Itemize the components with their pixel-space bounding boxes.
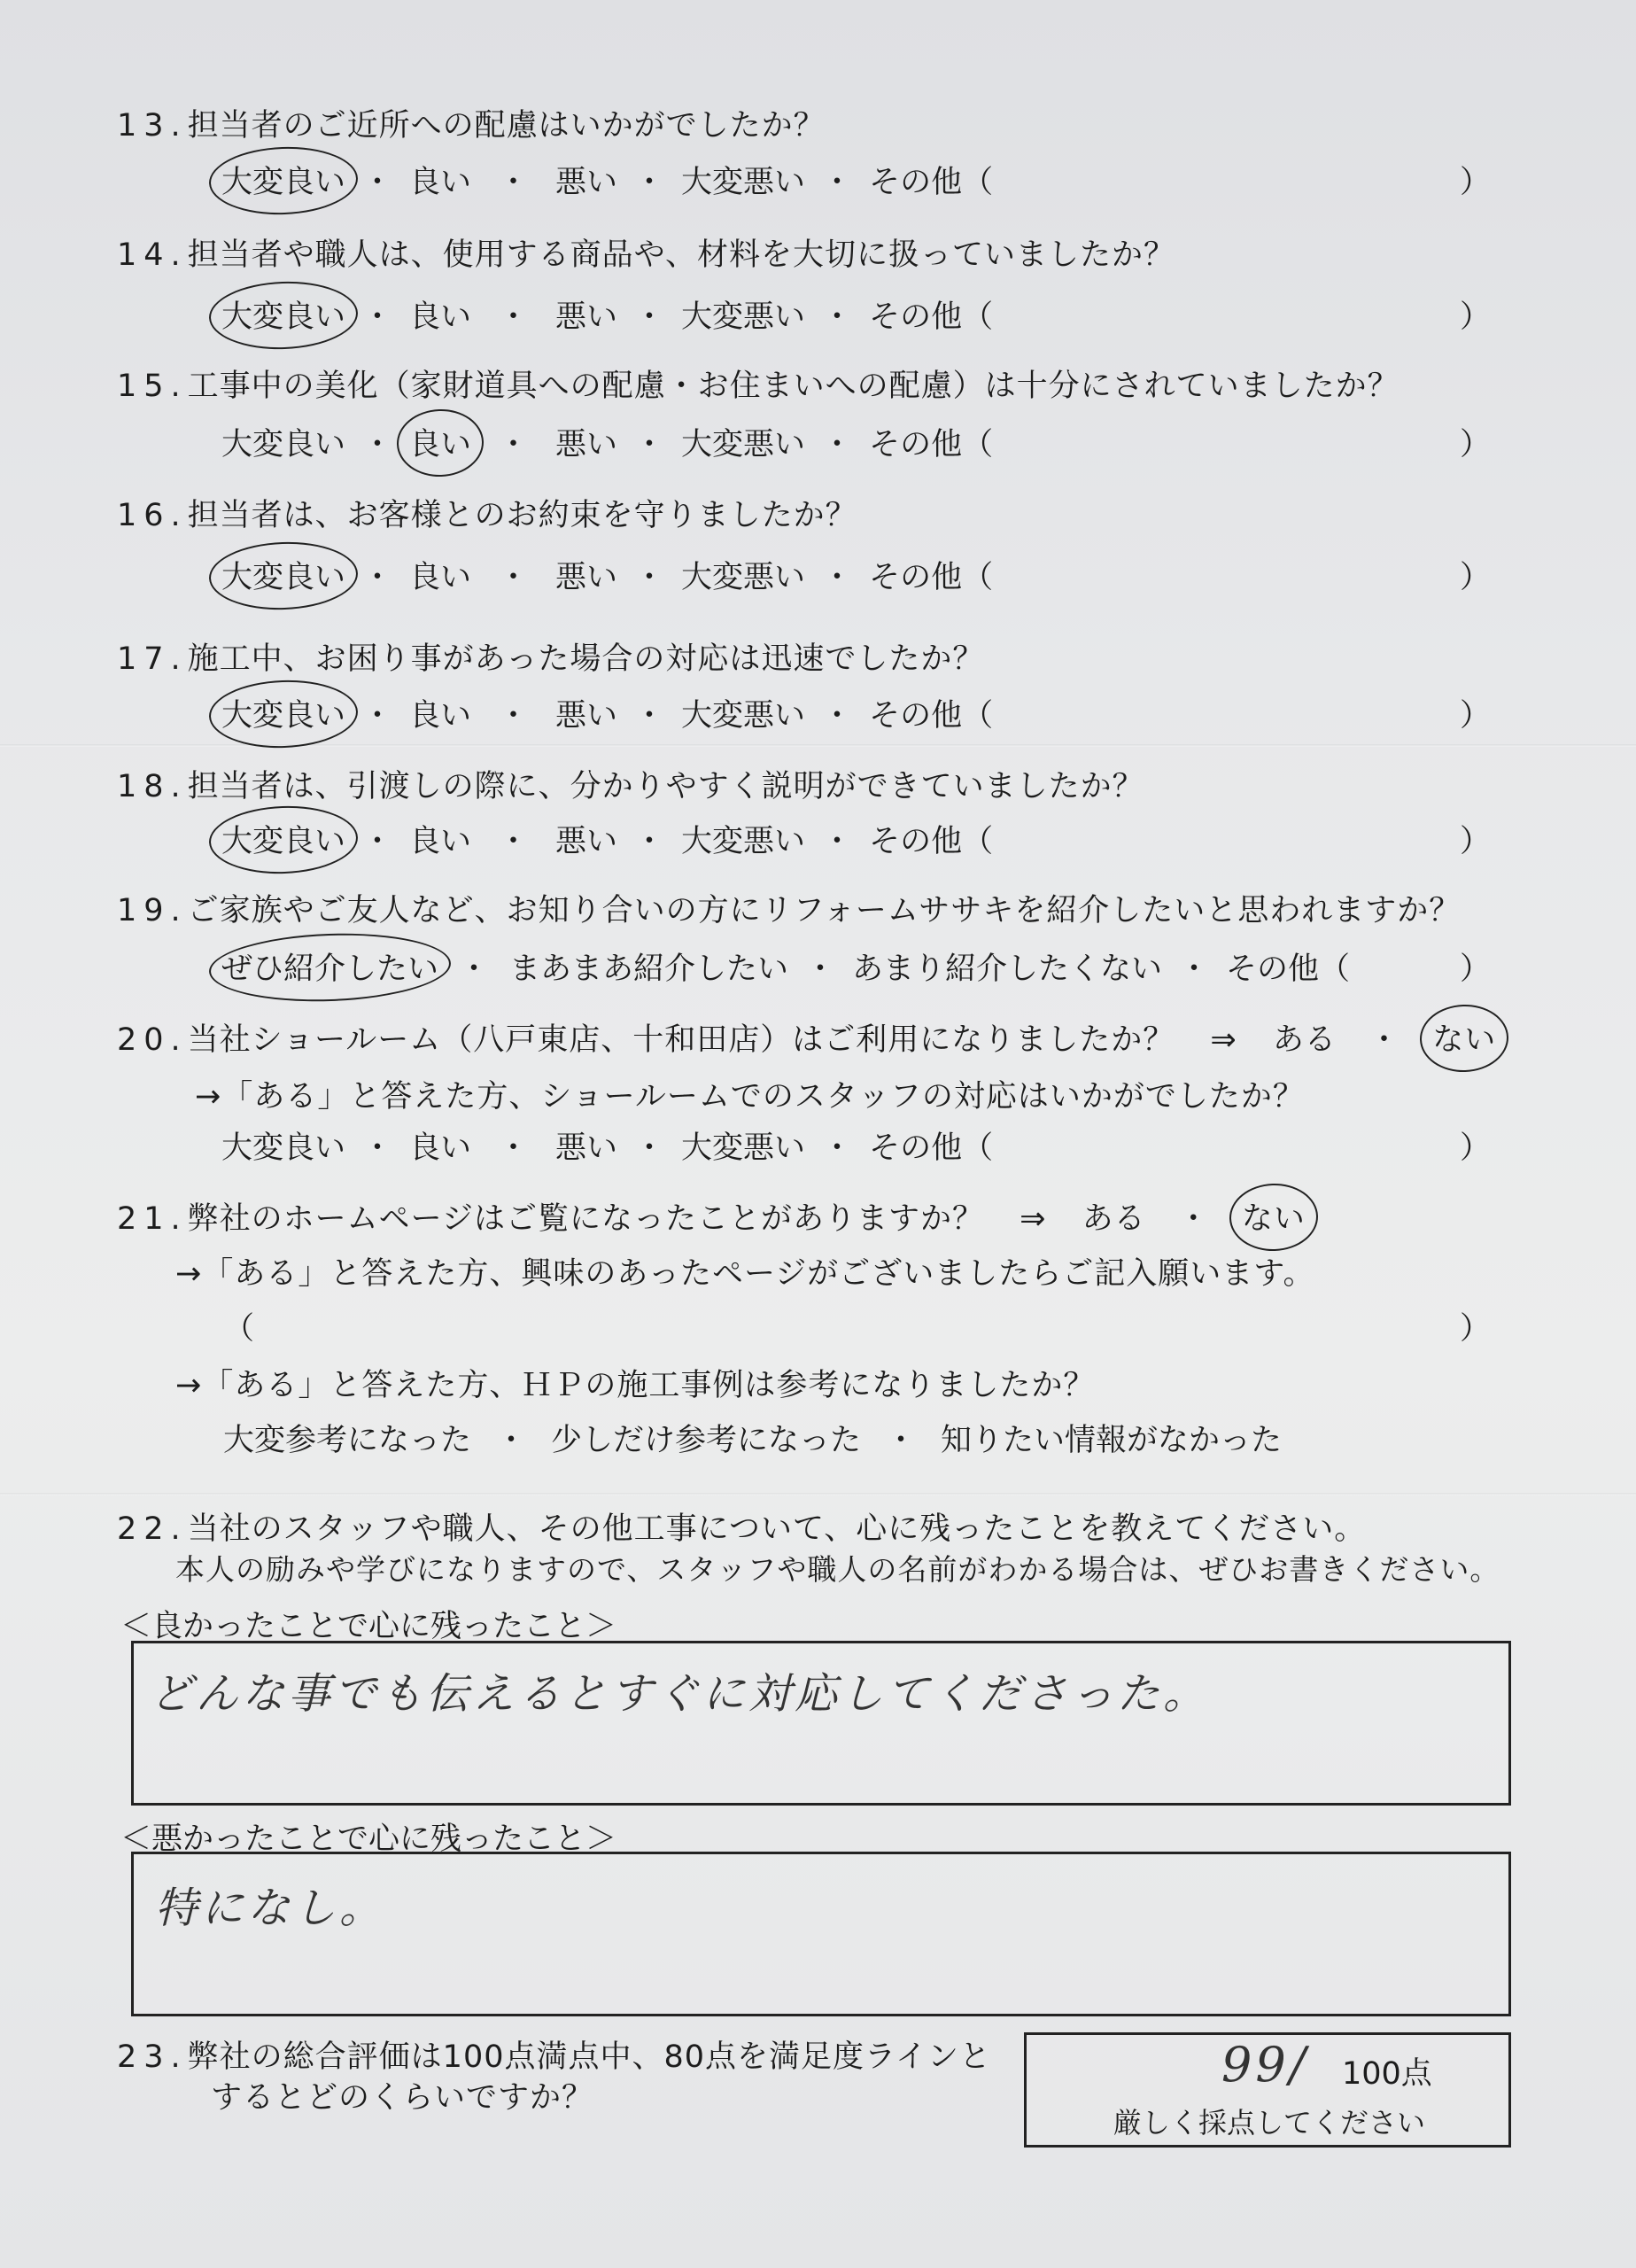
q13-close-paren: ） — [1460, 165, 1492, 200]
q17-option-very-bad[interactable]: 大変悪い — [681, 698, 806, 734]
q20-sub-question: →「ある」と答えた方、ショールームでのスタッフの対応はいかがでしたか？ — [195, 1079, 1305, 1115]
q18-option-very-bad[interactable]: 大変悪い — [681, 824, 806, 859]
good-comment-box[interactable] — [131, 1641, 1511, 1806]
q18-option-bad[interactable]: 悪い — [555, 824, 618, 859]
selection-circle — [208, 929, 453, 1005]
q19-option-definitely[interactable]: ぜひ紹介したい — [221, 944, 438, 989]
q21-sub-question-2: →「ある」と答えた方、ＨＰの施工事例は参考になりましたか？ — [175, 1368, 1096, 1403]
question-21: 21.弊社のホームページはご覧になったことがありますか？ ⇒ ある ・ ない — [117, 1194, 1306, 1239]
selection-circle — [208, 804, 360, 876]
q16-option-other[interactable]: その他（ — [869, 560, 994, 595]
q19-options: ぜひ紹介したい ・ まあまあ紹介したい ・ あまり紹介したくない ・ その他（ — [221, 944, 1350, 989]
selection-circle — [208, 144, 360, 217]
q17-option-very-good[interactable]: 大変良い — [221, 691, 345, 735]
selection-circle — [208, 540, 360, 612]
q20-options: 大変良い ・ 良い ・ 悪い ・ 大変悪い ・ その他（ — [221, 1123, 993, 1168]
q19-option-not-really[interactable]: あまり紹介したくない — [852, 951, 1163, 987]
q14-option-good[interactable]: 良い — [409, 299, 472, 335]
q18-option-other[interactable]: その他（ — [869, 824, 994, 859]
q18-option-very-good[interactable]: 大変良い — [221, 817, 345, 861]
q21-option-no-info[interactable]: 知りたい情報がなかった — [941, 1423, 1283, 1458]
q22-instruction: 本人の励みや学びになりますので、スタッフや職人の名前がわかる場合は、ぜひお書きください。 — [175, 1552, 1500, 1587]
q21-options: 大変参考になった ・ 少しだけ参考になった ・ 知りたい情報がなかった — [223, 1416, 1282, 1460]
q20-option-no[interactable]: ない — [1432, 1015, 1496, 1060]
q17-option-other[interactable]: その他（ — [869, 698, 994, 734]
q21-sub-question-1: →「ある」と答えた方、興味のあったページがございましたらご記入願います。 — [175, 1256, 1315, 1292]
q13-option-good[interactable]: 良い — [409, 165, 472, 200]
q21-option-somewhat-helpful[interactable]: 少しだけ参考になった — [551, 1423, 862, 1458]
question-14: 14.担当者や職人は、使用する商品や、材料を大切に扱っていましたか？ — [117, 237, 1175, 273]
score-box[interactable] — [1024, 2032, 1511, 2148]
q19-close-paren: ） — [1460, 951, 1492, 987]
good-comment-label: ＜良かったことで心に残ったこと＞ — [120, 1609, 617, 1644]
paper-fold — [0, 744, 1636, 747]
score-note: 厳しく採点してください — [1113, 2106, 1426, 2140]
question-18: 18.担当者は、引渡しの際に、分かりやすく説明ができていましたか？ — [117, 769, 1144, 804]
q13-option-very-bad[interactable]: 大変悪い — [681, 165, 806, 200]
score-max: 100点 — [1342, 2056, 1432, 2092]
q15-options: 大変良い ・ 良い ・ 悪い ・ 大変悪い ・ その他（ — [221, 420, 993, 464]
q20-sub-option-very-good[interactable]: 大変良い — [221, 1130, 346, 1166]
q20-sub-option-other[interactable]: その他（ — [869, 1130, 994, 1166]
q17-option-bad[interactable]: 悪い — [555, 698, 618, 734]
selection-circle — [396, 408, 485, 478]
question-20: 20.当社ショールーム（八戸東店、十和田店）はご利用になりましたか？ ⇒ ある ・ ない — [117, 1015, 1496, 1060]
q14-close-paren: ） — [1460, 299, 1492, 335]
bad-comment-label: ＜悪かったことで心に残ったこと＞ — [120, 1821, 617, 1857]
question-17: 17.施工中、お困り事があった場合の対応は迅速でしたか？ — [117, 641, 985, 677]
paper-fold — [0, 1493, 1636, 1495]
q15-option-other[interactable]: その他（ — [869, 427, 994, 462]
q15-option-very-bad[interactable]: 大変悪い — [681, 427, 806, 462]
bad-comment-box[interactable] — [131, 1852, 1511, 2016]
q16-options: 大変良い ・ 良い ・ 悪い ・ 大変悪い ・ その他（ — [221, 553, 993, 597]
q15-option-bad[interactable]: 悪い — [555, 427, 618, 462]
question-19: 19.ご家族やご友人など、お知り合いの方にリフォームササキを紹介したいと思われますか？ — [117, 893, 1462, 928]
q15-close-paren: ） — [1460, 427, 1492, 462]
q20-close-paren: ） — [1460, 1130, 1492, 1166]
selection-circle — [208, 279, 360, 352]
q21-close-paren: ） — [1460, 1311, 1492, 1347]
q13-option-other[interactable]: その他（ — [869, 165, 994, 200]
question-16: 16.担当者は、お客様とのお約束を守りましたか？ — [117, 498, 857, 533]
q14-option-very-bad[interactable]: 大変悪い — [681, 299, 806, 335]
q20-sub-option-bad[interactable]: 悪い — [555, 1130, 618, 1166]
q17-option-good[interactable]: 良い — [409, 698, 472, 734]
q16-option-bad[interactable]: 悪い — [555, 560, 618, 595]
q21-option-very-helpful[interactable]: 大変参考になった — [223, 1423, 472, 1458]
q18-close-paren: ） — [1460, 824, 1492, 859]
q21-open-paren: （ — [223, 1311, 255, 1347]
q15-option-very-good[interactable]: 大変良い — [221, 427, 346, 462]
q16-option-good[interactable]: 良い — [409, 560, 472, 595]
q17-close-paren: ） — [1460, 698, 1492, 734]
q17-options: 大変良い ・ 良い ・ 悪い ・ 大変悪い ・ その他（ — [221, 691, 993, 735]
q14-options: 大変良い ・ 良い ・ 悪い ・ 大変悪い ・ その他（ — [221, 292, 993, 337]
q19-option-somewhat[interactable]: まあまあ紹介したい — [509, 951, 789, 987]
q14-option-bad[interactable]: 悪い — [555, 299, 618, 335]
q20-sub-option-very-bad[interactable]: 大変悪い — [681, 1130, 806, 1166]
q14-option-other[interactable]: その他（ — [869, 299, 994, 335]
q13-option-very-good[interactable]: 大変良い — [221, 158, 345, 202]
q13-options: 大変良い ・ 良い ・ 悪い ・ 大変悪い ・ その他（ — [221, 158, 993, 202]
bad-comment-handwriting: 特になし。 — [155, 1884, 386, 1933]
question-15: 15.工事中の美化（家財道具への配慮・お住まいへの配慮）は十分にされていましたか？ — [117, 369, 1400, 404]
q23-text-line2: するとどのくらいですか？ — [211, 2080, 594, 2116]
q20-sub-option-good[interactable]: 良い — [409, 1130, 472, 1166]
question-13: 13.担当者のご近所への配慮はいかがでしたか？ — [117, 108, 826, 144]
q13-option-bad[interactable]: 悪い — [555, 165, 618, 200]
q20-option-yes[interactable]: ある — [1272, 1022, 1337, 1058]
good-comment-handwriting: どんな事でも伝えるとすぐに対応してくださった。 — [150, 1669, 1210, 1719]
selection-circle — [1229, 1182, 1320, 1252]
q18-options: 大変良い ・ 良い ・ 悪い ・ 大変悪い ・ その他（ — [221, 817, 993, 861]
q16-option-very-good[interactable]: 大変良い — [221, 553, 345, 597]
q14-option-very-good[interactable]: 大変良い — [221, 292, 345, 337]
question-22: 22.当社のスタッフや職人、その他工事について、心に残ったことを教えてください。 — [117, 1511, 1367, 1547]
selection-circle — [208, 678, 360, 750]
q18-option-good[interactable]: 良い — [409, 824, 472, 859]
question-23: 23.弊社の総合評価は100点満点中、80点を満足度ラインと — [117, 2039, 991, 2075]
q21-option-yes[interactable]: ある — [1082, 1201, 1146, 1237]
selection-circle — [1419, 1003, 1510, 1073]
q19-option-other[interactable]: その他（ — [1226, 951, 1351, 987]
q15-option-good[interactable]: 良い — [409, 420, 471, 464]
q21-option-no[interactable]: ない — [1242, 1194, 1306, 1239]
q16-close-paren: ） — [1460, 560, 1492, 595]
score-handwriting: 99/ — [1221, 2037, 1309, 2093]
q16-option-very-bad[interactable]: 大変悪い — [681, 560, 806, 595]
